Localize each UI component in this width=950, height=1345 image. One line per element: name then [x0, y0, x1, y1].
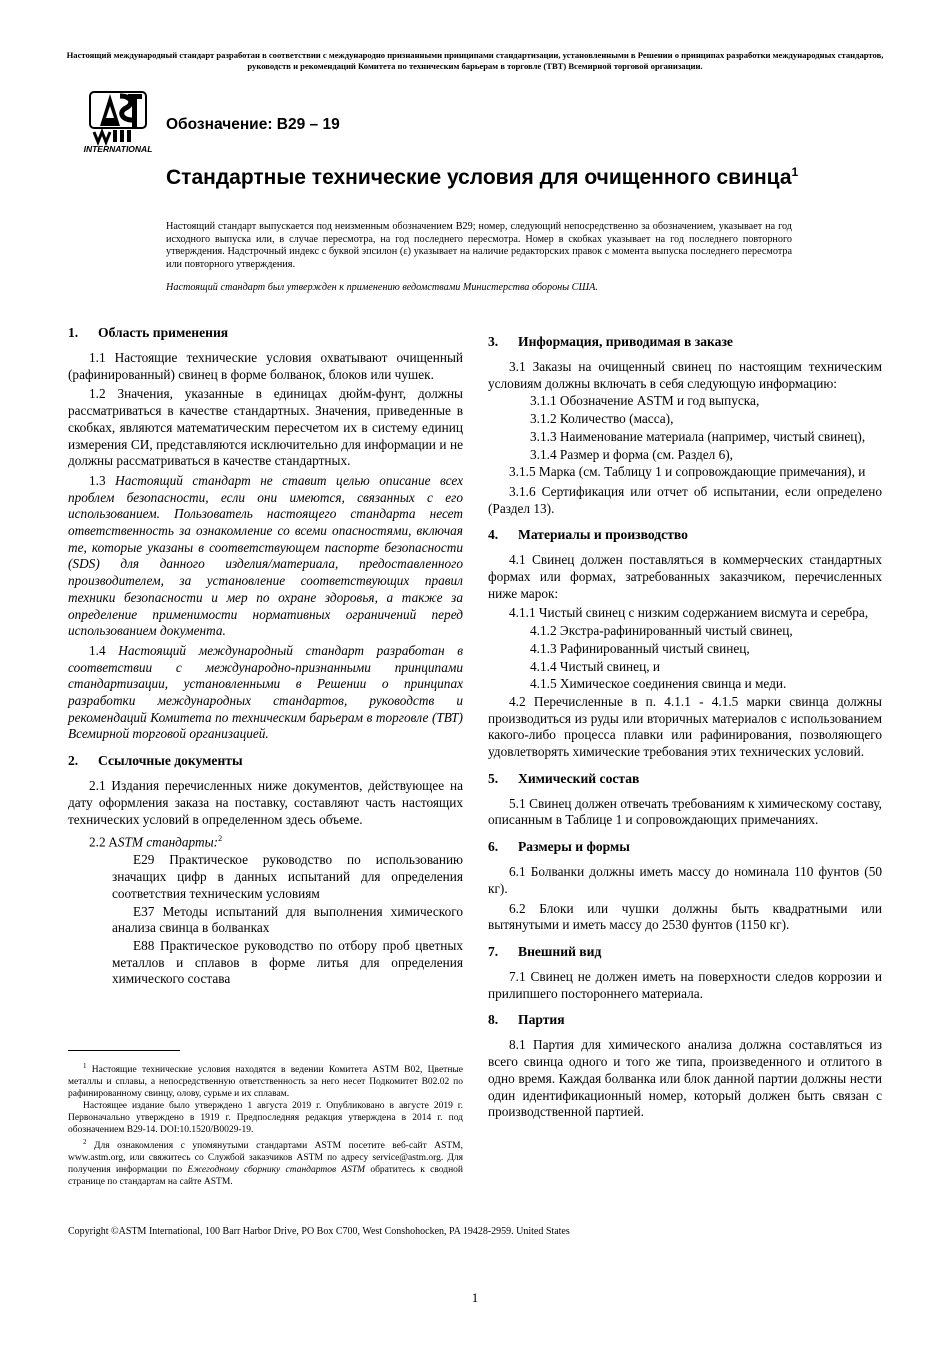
left-column	[68, 324, 463, 989]
paragraph-8-1: 8.1 Партия для химического анализа должна составляться из всего свинца одного и того же типа, произведенного и отлитого в одно время. Каждая болванка или блок данной партии должны нести один идентификационный номер, который должен быть связан с производственной партией.	[488, 1037, 882, 1120]
approval-note: Настоящий стандарт был утвержден к применению ведомствами Министерства обороны США.	[166, 282, 598, 293]
page-number: 1	[471, 1290, 479, 1305]
list-item: 4.1.3 Рафинированный чистый свинец,	[530, 640, 750, 656]
paragraph-1-1: 1.1 Настоящие технические условия охватывают очищенный (рафинированный) свинец в форме болванок, блоков или чушек.	[68, 350, 463, 382]
list-item: 3.1.1 Обозначение ASTM и год выпуска,	[530, 393, 760, 409]
header-notice: Настоящий международный стандарт разработан в соответствии с международно признанными принципами стандартизации, установленными в Решении о принципах разработки международных стандартов, руководств и рекомендаций Комитета по техническим барьерам в торговле (ТВТ) Всемирной торговой организации.	[66, 50, 884, 71]
paragraph-1-4: 1.4 Настоящий международный стандарт разработан в соответствии с международно-признанными принципами стандартизации, установленными в Решении о принципах разработки международных стандартов, руководств и рекомендаций Комитета по техническим барьерам в торговле (ТВТ) Всемирной торговой организацией.	[68, 642, 463, 742]
right-column	[488, 333, 882, 1122]
paragraph-6-1: 6.1 Болванки должны иметь массу до номинала 110 фунтов (50 кг).	[488, 864, 882, 896]
list-item: 3.1.3 Наименование материала (например, чистый свинец),	[530, 428, 866, 444]
footnote-1: $^1$ Настоящие технические условия находятся в ведении Комитета ASTM B02, Цветные металлы и сплавы, а непосредственную ответственность за него несет Подкомитет B02.02 по рафинированному свинцу, олову, сурьме и их сплавам.	[68, 1062, 464, 1100]
list-item: 3.1.5 Марка (см. Таблицу 1 и сопровождающие примечания), и	[509, 464, 866, 480]
paragraph-6-2: 6.2 Блоки или чушки должны быть квадратными или вытянутыми и иметь массу до 2530 фунтов (1150 кг).	[488, 900, 882, 933]
astm-logo-icon	[76, 82, 160, 154]
section-7-heading: 7. Внешний вид	[488, 943, 602, 959]
footnote-1-edition: Настоящее издание было утверждено 1 августа 2019 г. Опубликовано в августе 2019 г. Первоначально утверждено в 1919 г. Предпоследняя редакция утверждена в 2014 г. под обозначением B29-14. DOI:10.1520/B0029-19.	[68, 1101, 463, 1136]
copyright: Copyright ©ASTM International, 100 Barr Harbor Drive, PO Box C700, West Conshohocken, PA 19428-2959. United States	[68, 1226, 570, 1237]
section-5-heading: 5. Химический состав	[488, 770, 640, 786]
section-3-heading: 3. Информация, приводимая в заказе	[488, 334, 733, 349]
section-2-heading: 2. Ссылочные документы	[68, 753, 243, 769]
paragraph-7-1: 7.1 Свинец не должен иметь на поверхности следов коррозии и прилипшего постороннего материала.	[488, 968, 882, 1001]
section-6-heading: 6. Размеры и формы	[488, 839, 630, 855]
logo-label: INTERNATIONAL	[83, 144, 153, 154]
document-title: Стандартные технические условия для очищенного свинца$^1$	[166, 165, 799, 189]
list-item: 4.1.2 Экстра-рафинированный чистый свинец,	[530, 623, 793, 639]
list-item: 3.1.4 Размер и форма (см. Раздел 6),	[530, 446, 733, 462]
footnote-2: $^2$ Для ознакомления с упомянутыми стандартами ASTM посетите веб-сайт ASTM, www.astm.org, или свяжитесь со Службой заказчиков ASTM по адресу service@astm.org. Для получения информации по Ежегодному сборнику стандартов ASTM обратитесь к сводной странице по стандартам на сайте ASTM.	[68, 1138, 464, 1188]
list-item: 3.1.6 Сертификация или отчет об испытании, если определено (Раздел 13).	[488, 483, 882, 516]
list-item: 4.1.1 Чистый свинец с низким содержанием висмута и серебра,	[509, 605, 869, 621]
section-8-heading: 8. Партия	[488, 1012, 565, 1028]
list-item: 4.1.5 Химическое соединения свинца и меди.	[530, 676, 787, 692]
list-item: 3.1.2 Количество (масса),	[530, 411, 674, 427]
section-1-heading: 1. Область применения	[68, 325, 229, 340]
paragraph-1-2: 1.2 Значения, указанные в единицах дюйм-фунт, должны рассматриваться в качестве стандартных. Значения, приведенные в скобках, являются математическим пересчетом их в систему единиц измерения СИ, представляются исключительно для информации и не должны рассматриваться в качестве стандартных.	[68, 386, 463, 469]
issue-note: Настоящий стандарт выпускается под неизменным обозначением B29; номер, следующий непосредственно за обозначением, указывает на год исходного выпуска или, в случае пересмотра, на год последнего пересмотра. Номер в скобках указывает на год последнего повторного утверждения. Надстрочный индекс с буквой эпсилон (ε) указывает на наличие редакторских правок с момента выпуска последнего пересмотра или повторного утверждения.	[166, 221, 792, 270]
paragraph-4-1: 4.1 Свинец должен поставляться в коммерческих стандартных формах или формах, затребованных заказчиком, перечисленных ниже марок:	[488, 552, 882, 601]
list-item: 4.1.4 Чистый свинец, и	[530, 658, 660, 674]
reference-e29: E29 Практическое руководство по использованию значащих цифр в данных испытаний для определения соответствия техническим условиям	[112, 852, 463, 901]
paragraph-5-1: 5.1 Свинец должен отвечать требованиям к химическому составу, описанным в Таблице 1 и сопровождающих примечаниях.	[488, 795, 882, 828]
reference-e37: E37 Методы испытаний для выполнения химического анализа свинца в болванках	[112, 903, 463, 936]
paragraph-4-2: 4.2 Перечисленные в п. 4.1.1 - 4.1.5 марки свинца должны производиться из руды или вторичных материалов с использованием какого-либо процесса плавки или рафинирования, позволяющего удовлетворять химические требования этих технических условий.	[488, 693, 882, 760]
paragraph-2-1: 2.1 Издания перечисленных ниже документов, действующее на дату оформления заказа на поставку, составляют часть настоящих технических условий в определенном здесь объеме.	[68, 778, 463, 827]
paragraph-2-2: 2.2 ASTM стандарты:$^2$	[89, 834, 223, 850]
paragraph-1-3: 1.3 Настоящий стандарт не ставит целью описание всех проблем безопасности, если они имеются, связанных с его использованием. Пользователь настоящего стандарта несет ответственность за ознакомление со всеми опасностями, включая те, которые указаны в соответствующем паспорте безопасности (SDS) для данного изделия/материала, предоставленного производителем, за установление соответствующих правил техники безопасности и мер по охране здоровья, а также за определение применимости нормативных ограничений перед использованием документа.	[68, 472, 464, 639]
designation: Обозначение: B29 – 19	[166, 116, 340, 133]
section-4-heading: 4. Материалы и производство	[488, 527, 688, 543]
paragraph-3-1: 3.1 Заказы на очищенный свинец по настоящим техническим условиям должны включать в себя следующую информацию:	[488, 359, 882, 391]
footnote-divider	[68, 1050, 180, 1051]
reference-e88: E88 Практическое руководство по отбору проб цветных металлов и сплавов в форме литья для определения химического состава	[112, 937, 463, 987]
footnotes	[68, 1060, 463, 1188]
